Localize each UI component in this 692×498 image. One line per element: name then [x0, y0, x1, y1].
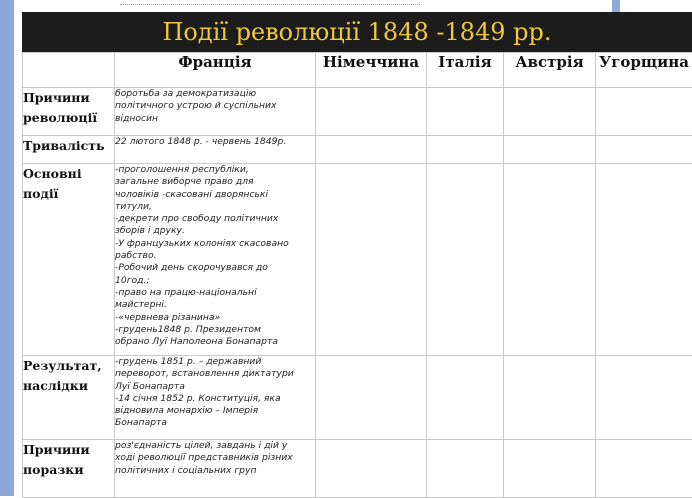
column-header-austria: Австрія	[504, 53, 596, 88]
cell-germany-results	[316, 356, 427, 440]
row-header-duration: Тривалість	[23, 136, 115, 164]
cell-germany-events	[316, 164, 427, 356]
revolution-table	[22, 52, 692, 498]
column-header-france: Франція	[115, 53, 316, 88]
cell-france-duration: 22 лютого 1848 р. - червень 1849р.	[115, 136, 316, 164]
table-title: Події революції 1848 -1849 рр.	[22, 12, 692, 52]
table-row-defeat	[23, 440, 692, 498]
left-decorative-bar	[0, 0, 14, 496]
cell-france-causes: боротьба за демократизацію політичного устрою й суспільних відносин	[115, 88, 316, 136]
cell-italy-results	[427, 356, 504, 440]
header-row	[23, 53, 692, 88]
corner-header	[23, 53, 115, 88]
row-header-results: Результат, наслідки	[23, 356, 115, 440]
cell-germany-duration	[316, 136, 427, 164]
column-header-germany: Німеччина	[316, 53, 427, 88]
cell-italy-causes	[427, 88, 504, 136]
cell-hungary-results	[596, 356, 692, 440]
row-header-defeat: Причини поразки	[23, 440, 115, 498]
table-row-causes	[23, 88, 692, 136]
cell-hungary-defeat	[596, 440, 692, 498]
cell-france-events: -проголошення республіки, загальне виборче право для чоловіків -скасовані дворянські титули, -декрети про свободу політичних зборів і друку. -У французьких колоніях скасовано рабство. -Робочий день скорочувався до 10год.; -право на працю-національні майстерні. -«червнева різанина» -грудень1848 р. Президентом обрано Луї Наполеона Бонапарта	[115, 164, 316, 356]
cell-italy-duration	[427, 136, 504, 164]
cell-italy-events	[427, 164, 504, 356]
cell-hungary-duration	[596, 136, 692, 164]
cell-austria-defeat	[504, 440, 596, 498]
cell-hungary-events	[596, 164, 692, 356]
cell-germany-defeat	[316, 440, 427, 498]
table-row-duration	[23, 136, 692, 164]
cell-austria-duration	[504, 136, 596, 164]
slide-sheet	[22, 12, 692, 496]
cell-austria-causes	[504, 88, 596, 136]
column-header-italy: Італія	[427, 53, 504, 88]
cell-france-results: -грудень 1851 р. – державний переворот, встановлення диктатури Луї Бонапарта -14 січня 1852 р. Конституція, яка відновила монархію – Імперія Бонапарта	[115, 356, 316, 440]
cell-germany-causes	[316, 88, 427, 136]
row-header-causes: Причини революції	[23, 88, 115, 136]
cell-hungary-causes	[596, 88, 692, 136]
table-row-results	[23, 356, 692, 440]
cell-france-defeat: роз'єднаність цілей, завдань і дій у ході революції представників різних політичних і соціальних груп	[115, 440, 316, 498]
cell-italy-defeat	[427, 440, 504, 498]
top-cropped-strip	[120, 0, 420, 5]
row-header-events: Основні події	[23, 164, 115, 356]
cell-austria-results	[504, 356, 596, 440]
column-header-hungary: Угорщина	[596, 53, 692, 88]
table-row-events	[23, 164, 692, 356]
cell-austria-events	[504, 164, 596, 356]
